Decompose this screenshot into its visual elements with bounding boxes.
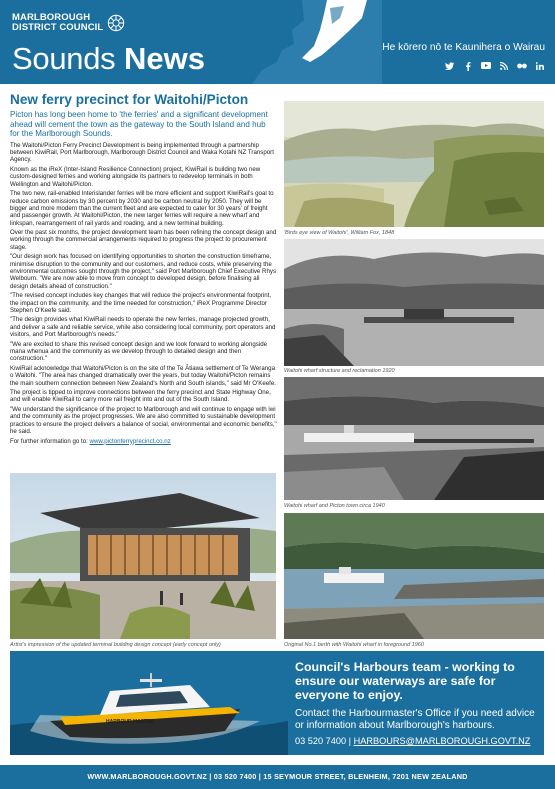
linkedin-icon[interactable] <box>535 62 544 73</box>
page-header <box>0 0 555 84</box>
article-paragraph: The two new, rail-enabled Interislander ferries will be more efficient and support KiwiRail's goal to reduce carbon emissions by 30 percent by 2030 and be carbon neutral by 2050. They will be bigger and more modern than the current fleet and are expected to cater for 30 years' of freight and passenger growth. At Waitohi/Picton, the new larger ferries will require a new wharf and linkspan, rearrangement of rail yards and roading, and a new terminal building. <box>10 190 274 227</box>
wharf-1920-caption: Waitohi wharf structure and reclamation 1920 <box>284 368 395 374</box>
youtube-icon[interactable] <box>481 62 490 73</box>
promo-contact-line <box>295 736 530 746</box>
harbours-phone[interactable]: 03 520 7400 <box>295 736 347 746</box>
article-headline: New ferry precinct for Waitohi/Picton <box>10 92 249 107</box>
article-paragraph: The project is tipped to improve connections between the ferry precinct and State Highway One, and will enable KiwiRail to carry more rail freight into and out of the South Island. <box>10 389 271 404</box>
rss-icon[interactable] <box>499 62 508 73</box>
harbours-promo-panel <box>10 651 544 755</box>
terminal-caption: Artist's impression of the updated terminal building design concept (early concept only) <box>10 642 221 648</box>
masthead-title <box>12 42 205 76</box>
more-info-label: For further information go to: <box>10 437 90 445</box>
article-paragraph: "We understand the significance of the project to Marlborough and will continue to engage with iwi and the community as the project progresses. We are also committed to sustainable development practices to ensure the project delivers a balance of social, environmental and economic benefits," he said. <box>10 406 277 436</box>
more-info-line <box>10 438 277 445</box>
birds-eye-caption: 'Birds eye view of Waitohi', William Fox, 1848 <box>284 230 395 236</box>
ferry-precinct-link[interactable]: www.pictonferryprecinct.co.nz <box>89 437 171 445</box>
footer-contact-text: WWW.MARLBOROUGH.GOVT.NZ | 03 520 7400 | 15 SEYMOUR STREET, BLENHEIM, 7201 NEW ZEALAND <box>87 772 468 781</box>
council-logo[interactable] <box>12 13 125 33</box>
article-paragraph: "Our design work has focused on identifying opportunities to shorten the construction timeframe, minimise disruption to the community and our customers, and reduce costs, while preserving the environmental outcomes sought through the project," said Port Marlborough Chief Executive Rhys Welbourn. "We are now able to move from concept to developed design, before finalising all design details ahead of construction." <box>10 253 277 290</box>
article-paragraph: Known as the iReX (Inter-Island Resilience Connection) project, KiwiRail is building two new custom-designed ferries and working alongside its partners to redevelop terminals in both Wellington and Waitohi/Picton. <box>10 166 261 188</box>
harbours-email-link[interactable]: HARBOURS@MARLBOROUGH.GOVT.NZ <box>353 736 531 746</box>
flickr-icon[interactable] <box>517 62 526 73</box>
berth-1960-caption: Original No.1 berth with Waitohi wharf in foreground 1960 <box>284 642 424 648</box>
page-footer <box>0 765 555 789</box>
council-name-line2: DISTRICT COUNCIL <box>12 22 104 33</box>
facebook-icon[interactable] <box>463 62 472 73</box>
article-paragraph: "The revised concept includes key changes that will reduce the project's environmental footprint, the impact on the community, and the time needed for construction," iReX Programme Director Stephen O'Keefe said. <box>10 292 272 314</box>
harbour-master-boat-image <box>10 651 288 755</box>
council-name-line1: MARLBOROUGH <box>12 12 91 23</box>
wharf-1940-caption: Waitohi wharf and Picton town circa 1940 <box>284 503 385 509</box>
council-emblem-icon <box>107 14 125 32</box>
boat-hull-text: HARBOUR MASTER <box>106 719 155 725</box>
contact-separator: | <box>348 736 352 746</box>
article-paragraph: Over the past six months, the project development team has been refining the concept design and working through the commercial arrangements required to progress the project to procurement stage. <box>10 229 277 251</box>
article-paragraph: "The design provides what KiwiRail needs to operate the new ferries, manage projected growth, and deliver a safe and reliable service, while also considering local community, port operators and visitors, and Port Marlborough's needs." <box>10 316 276 339</box>
social-links <box>445 62 544 73</box>
wharf-1940-image <box>284 377 544 500</box>
article-paragraph: KiwiRail acknowledge that Waitohi/Picton is on the site of the Te Ātiawa settlement of Te Weranga o Waitohi. "The area has changed dramatically over the years, but today Waitohi/Picton remains the main southern connection between New Zealand's North and South islands," said Mr O'Keefe. <box>10 364 276 387</box>
masthead-news: News <box>123 41 205 76</box>
promo-body: Contact the Harbourmaster's Office if you need advice or information about Marlborough's harbours. <box>295 708 535 731</box>
twitter-icon[interactable] <box>445 62 454 73</box>
terminal-concept-image <box>10 473 276 639</box>
ferry-precinct-article <box>10 92 277 447</box>
wharf-1920-image <box>284 239 544 366</box>
promo-title: Council's Harbours team - working to ensure our waterways are safe for everyone to enjoy. <box>295 660 515 702</box>
article-paragraph: The Waitohi/Picton Ferry Precinct Development is being implemented through a partnership between KiwiRail, Port Marlborough, Marlborough District Council and Waka Kotahi NZ Transport Agency. <box>10 141 274 164</box>
article-lead: Picton has long been home to 'the ferries' and a significant development ahead will cement the town as the gateway to the South Island and hub for the Marlborough Sounds. <box>10 110 268 139</box>
masthead-sounds: Sounds <box>12 41 116 76</box>
south-island-map-graphic <box>232 0 382 84</box>
header-tagline: He kōrero nō te Kaunihera o Wairau <box>382 42 545 53</box>
birds-eye-painting-image <box>284 101 544 227</box>
article-paragraph: "We are excited to share this revised concept design and we look forward to working alongside mana whenua and the community as we develop through to detailed design and then construction." <box>10 340 268 363</box>
berth-1960-image <box>284 513 544 639</box>
